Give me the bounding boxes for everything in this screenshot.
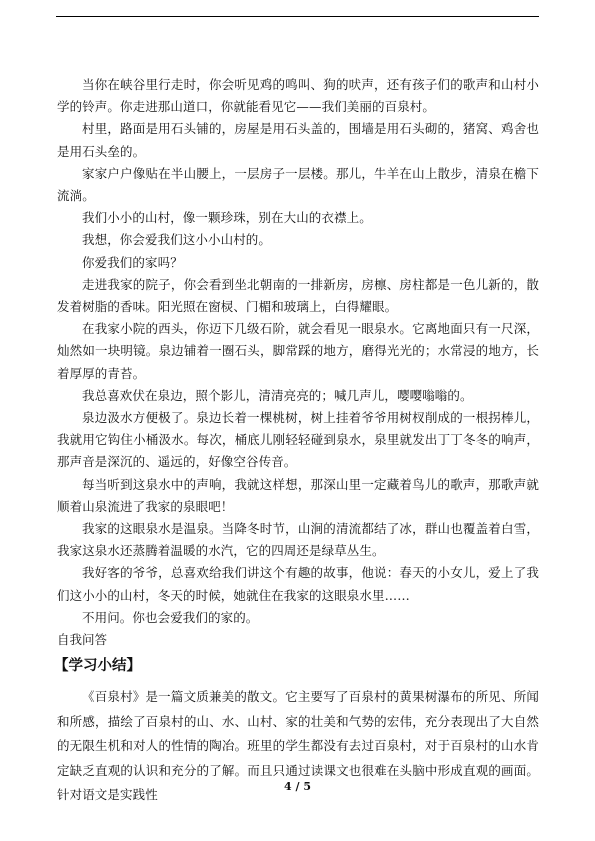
paragraph-10: 泉边汲水方便极了。泉边长着一棵桃树，树上挂着爷爷用树杈削成的一根拐棒儿，我就用它钩住小桶汲水。每次，桶底儿刚轻轻碰到泉水，泉里就发出丁丁冬冬的响声，那声音是深沉的、遥远的，好像空谷传音。 bbox=[57, 410, 539, 470]
summary-text: 《百泉村》是一篇文质兼美的散文。它主要写了百泉村的黄果树瀑布的所见、所闻和所感，描绘了百泉村的山、水、山村、家的壮美和气势的宏伟，充分表现出了大自然的无限生机和对人的性情的陶冶。班里的学生都没有去过百泉村，对于百泉村的山水肯定缺乏直观的认识和充分的了解。而且只通过读课文也很难在头脑中形成直观的画面。针对语文是实践性 bbox=[57, 689, 539, 802]
paragraph-14: 不用问。你也会爱我们的家的。 bbox=[82, 609, 259, 625]
paragraph-8: 在我家小院的西头，你迈下几级石阶，就会看见一眼泉水。它离地面只有一尺深，灿然如一块明镜。泉边铺着一圈石头，脚常踩的地方，磨得光光的；水常浸的地方，长着厚厚的青苔。 bbox=[57, 321, 539, 381]
paragraph-11: 每当听到这泉水中的声响，我就这样想，那深山里一定藏着鸟儿的歌声，那歌声就顺着山泉流进了我家的泉眼吧！ bbox=[57, 476, 539, 514]
paragraph-13: 我好客的爷爷，总喜欢给我们讲这个有趣的故事，他说：春天的小女儿，爱上了我们这小小的山村，冬天的时候，她就住在我家的这眼泉水里…… bbox=[57, 565, 539, 603]
paragraph-1: 当你在峡谷里行走时，你会听见鸡的鸣叫、狗的吠声，还有孩子们的歌声和山村小学的铃声。你走进那山道口，你就能看见它——我们美丽的百泉村。 bbox=[57, 77, 539, 115]
paragraph-4: 我们小小的山村，像一颗珍珠，别在大山的衣襟上。 bbox=[82, 210, 372, 226]
page-top-rule bbox=[56, 16, 539, 17]
paragraph-9: 我总喜欢伏在泉边，照个影儿，清清亮亮的；喊几声儿，嘤嘤嗡嗡的。 bbox=[82, 387, 473, 403]
summary-heading: 【学习小结】 bbox=[54, 658, 141, 675]
self-qa-label: 自我问答 bbox=[57, 632, 108, 648]
document-body bbox=[54, 74, 539, 807]
paragraph-2: 村里，路面是用石头铺的，房屋是用石头盖的，围墙是用石头砌的，猪窝、鸡舍也是用石头垒的。 bbox=[57, 121, 539, 159]
page-number: 4 / 5 bbox=[284, 780, 311, 793]
paragraph-5: 我想，你会爱我们这小小山村的。 bbox=[82, 232, 272, 248]
paragraph-12: 我家的这眼泉水是温泉。当降冬时节，山涧的清流都结了冰，群山也覆盖着白雪，我家这泉水还蒸腾着温暖的水汽，它的四周还是绿草丛生。 bbox=[57, 521, 539, 559]
paragraph-7: 走进我家的院子，你会看到坐北朝南的一排新房，房檩、房柱都是一色儿新的，散发着树脂的香味。阳光照在窗棂、门楣和玻璃上，白得耀眼。 bbox=[57, 276, 539, 315]
paragraph-3: 家家户户像贴在半山腰上，一层房子一层楼。那儿，牛羊在山上散步，清泉在檐下流淌。 bbox=[57, 165, 539, 204]
paragraph-6: 你爱我们的家吗？ bbox=[82, 254, 183, 270]
